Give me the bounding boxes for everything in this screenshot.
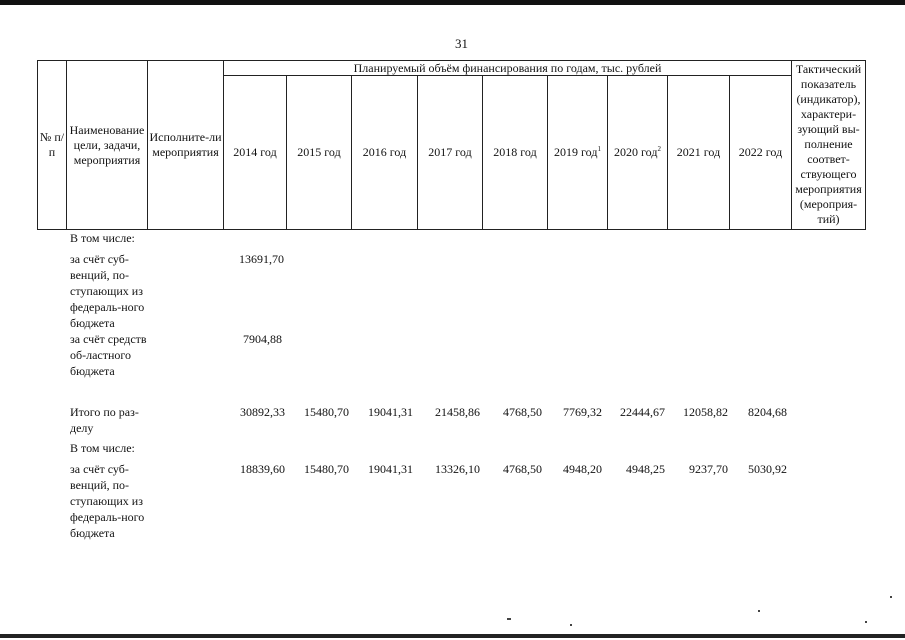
row-value-total-2020: 22444,67 <box>620 405 665 419</box>
row-label-regional-funds: за счёт средств об-ластного бюджета <box>70 332 147 378</box>
row-value-federal2-2018: 4768,50 <box>503 462 542 476</box>
row-value-federal2-2015: 15480,70 <box>304 462 349 476</box>
header-year-2016: 2016 год <box>352 76 418 230</box>
header-year-2015: 2015 год <box>287 76 352 230</box>
row-value-total-2018: 4768,50 <box>503 405 542 419</box>
header-year-2022: 2022 год <box>730 76 792 230</box>
row-label-federal-subventions: за счёт суб-венций, по-ступающих из федераль-ного бюджета <box>70 252 145 330</box>
header-funding-title: Планируемый объём финансирования по годам, тыс. рублей <box>224 61 792 76</box>
scan-speck <box>890 596 892 598</box>
row-value-total-2019: 7769,32 <box>563 405 602 419</box>
row-value-total-2021: 12058,82 <box>683 405 728 419</box>
row-value-federal2-2021: 9237,70 <box>689 462 728 476</box>
bottom-border-rule <box>0 634 905 638</box>
row-label-including: В том числе: <box>70 231 135 245</box>
page-number: 31 <box>455 36 468 51</box>
header-table <box>37 60 866 230</box>
scan-speck <box>865 621 867 623</box>
row-value-federal2-2016: 19041,31 <box>368 462 413 476</box>
row-label-federal-subventions-2: за счёт суб-венций, по-ступающих из федераль-ного бюджета <box>70 462 145 540</box>
top-border-rule <box>0 0 905 5</box>
header-name-cell: Наименование цели, задачи, мероприятия <box>67 61 148 230</box>
header-year-2018: 2018 год <box>483 76 548 230</box>
header-year-2014: 2014 год <box>224 76 287 230</box>
row-label-section-total: Итого по раз-делу <box>70 405 139 435</box>
scan-speck <box>507 618 511 620</box>
header-executor-cell: Исполните-ли мероприятия <box>148 61 224 230</box>
header-number-cell: № п/п <box>38 61 67 230</box>
row-value-federal2-2014: 18839,60 <box>240 462 285 476</box>
scan-speck <box>758 610 760 612</box>
row-value-federal2-2020: 4948,25 <box>626 462 665 476</box>
row-value-federal2-2022: 5030,92 <box>748 462 787 476</box>
header-tactical-indicator: Тактический показатель (индикатор), характери-зующий вы-полнение соответ-ствующего мероприятия (мероприя-тий) <box>792 61 866 230</box>
row-value-total-2017: 21458,86 <box>435 405 480 419</box>
row-value-total-2015: 15480,70 <box>304 405 349 419</box>
row-value-regional-2014: 7904,88 <box>243 332 282 346</box>
row-value-federal-2014: 13691,70 <box>239 252 284 266</box>
scan-speck <box>570 624 572 626</box>
row-value-federal2-2017: 13326,10 <box>435 462 480 476</box>
row-label-including-2: В том числе: <box>70 441 135 455</box>
row-value-federal2-2019: 4948,20 <box>563 462 602 476</box>
header-year-2017: 2017 год <box>418 76 483 230</box>
header-year-2021: 2021 год <box>668 76 730 230</box>
row-value-total-2014: 30892,33 <box>240 405 285 419</box>
row-value-total-2022: 8204,68 <box>748 405 787 419</box>
header-year-2019: 2019 год$^1$ <box>548 76 608 230</box>
row-value-total-2016: 19041,31 <box>368 405 413 419</box>
header-year-2020: 2020 год$^2$ <box>608 76 668 230</box>
